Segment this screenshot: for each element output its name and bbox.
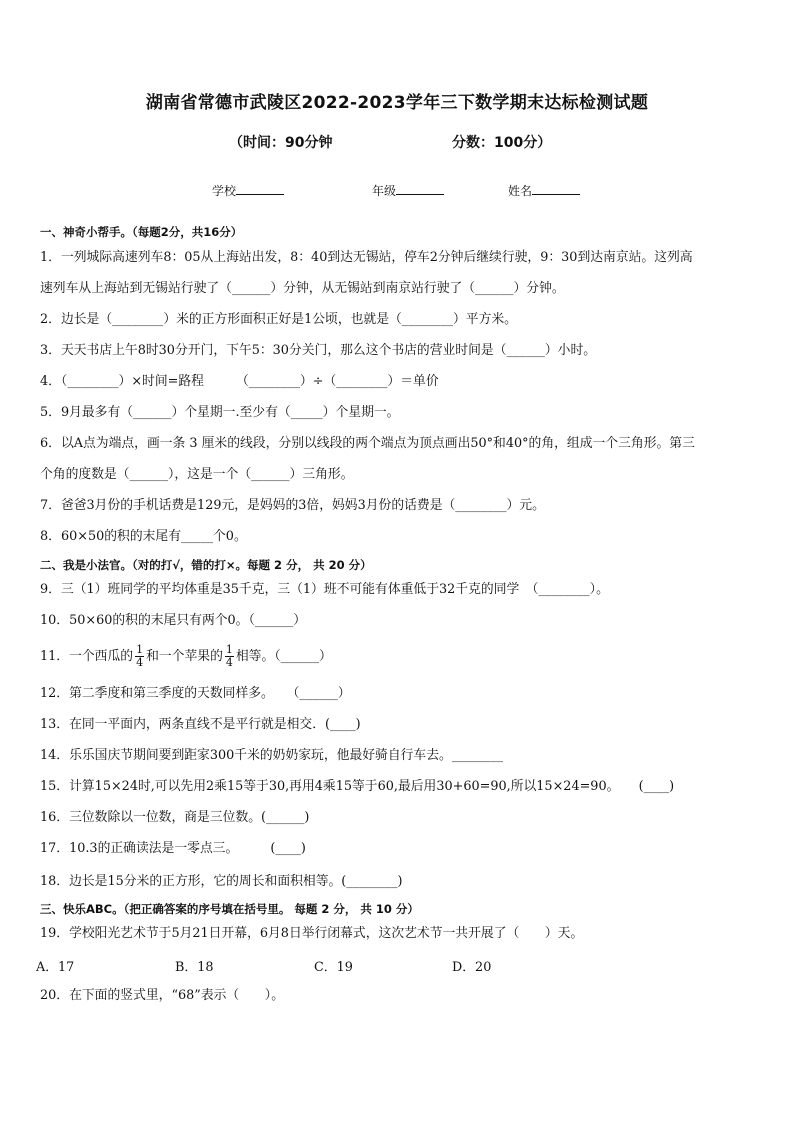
- question-19: 19．学校阳光艺术节于5月21日开幕，6月8日举行闭幕式，这次艺术节一共开展了（ ）天。: [40, 926, 584, 941]
- section-1-heading: 一、神奇小帮手。（每题2分，共16分）: [40, 225, 243, 239]
- name-blank[interactable]: [532, 182, 580, 195]
- grade-blank[interactable]: [396, 182, 444, 195]
- question-6-line-2: 个角的度数是（______），这是一个（______）三角形。: [40, 467, 354, 482]
- fraction-numerator: 1: [225, 643, 233, 656]
- question-7: 7．爸爸3月份的手机话费是129元，是妈妈的3倍，妈妈3月份的话费是（________）元。: [40, 498, 545, 513]
- question-20: 20．在下面的竖式里，“68”表示（ ）。: [40, 988, 285, 1003]
- name-field: [508, 182, 580, 199]
- question-19-choice-c: C．19: [314, 960, 353, 975]
- school-label: 学校: [212, 184, 237, 198]
- question-1-line-1: 1．一列城际高速列车8：05从上海站出发，8：40到达无锡站，停车2分钟后继续行驶，9：30到达南京站。这列高: [40, 250, 693, 265]
- question-11: [40, 641, 760, 672]
- page-title: 湖南省常德市武陵区2022-2023学年三下数学期末达标检测试题: [145, 93, 649, 113]
- question-12: 12．第二季度和第三季度的天数同样多。 （______）: [40, 686, 351, 701]
- grade-field: [372, 182, 444, 199]
- question-6-line-1: 6．以A点为端点，画一条 3 厘米的线段，分别以线段的两个端点为顶点画出50°和40°的角，组成一个三角形。第三: [40, 436, 695, 451]
- question-1-line-2: 速列车从上海站到无锡站行驶了（______）分钟，从无锡站到南京站行驶了（______）分钟。: [40, 281, 565, 296]
- question-13: 13．在同一平面内，两条直线不是平行就是相交．(____): [40, 717, 361, 732]
- question-17: 17．10.3的正确读法是一零点三。 (____): [40, 841, 306, 856]
- section-2-heading: 二、我是小法官。（对的打√，错的打×。每题 2 分， 共 20 分）: [40, 558, 372, 572]
- question-19-choice-a: A．17: [36, 960, 75, 975]
- question-16: 16．三位数除以一位数，商是三位数。(______): [40, 810, 310, 825]
- question-11-part-c: 相等。（______）: [235, 649, 332, 664]
- exam-score: 分数：100分）: [452, 135, 552, 151]
- question-11-part-b: 和一个苹果的: [146, 649, 223, 664]
- question-8: 8．60×50的积的末尾有_____个0。: [40, 529, 247, 544]
- fraction-one-quarter-a: [135, 644, 144, 669]
- question-2: 2．边长是（________）米的正方形面积正好是1公顷，也就是（________）平方米。: [40, 312, 517, 327]
- school-blank[interactable]: [236, 182, 284, 195]
- question-15: 15．计算15×24时,可以先用2乘15等于30,再用4乘15等于60,最后用30+60=90,所以15×24=90。 (____): [40, 779, 675, 794]
- exam-time: （时间：90分钟: [229, 135, 333, 151]
- question-19-choice-b: B．18: [175, 960, 214, 975]
- question-5: 5．9月最多有（______）个星期一.至少有（_____）个星期一。: [40, 405, 400, 420]
- name-label: 姓名: [508, 184, 533, 198]
- question-14: 14．乐乐国庆节期间要到距家300千米的奶奶家玩，他最好骑自行车去。________: [40, 748, 504, 763]
- fraction-denominator: 4: [225, 656, 233, 669]
- fraction-numerator: 1: [136, 643, 144, 656]
- section-3-heading: 三、快乐ABC。（把正确答案的序号填在括号里。 每题 2 分， 共 10 分）: [40, 902, 419, 916]
- school-field: [212, 182, 284, 199]
- question-10: 10．50×60的积的末尾只有两个0。（______）: [40, 613, 307, 628]
- question-3: 3．天天书店上午8时30分开门，下午5：30分关门，那么这个书店的营业时间是（______）小时。: [40, 343, 597, 358]
- question-4: 4．（________）×时间=路程 （________）÷（________）＝单价: [40, 374, 439, 389]
- question-9: 9．三（1）班同学的平均体重是35千克，三（1）班不可能有体重低于32千克的同学 （________）。: [40, 582, 609, 597]
- question-11-part-a: 11．一个西瓜的: [40, 649, 134, 664]
- grade-label: 年级: [372, 184, 397, 198]
- fraction-one-quarter-b: [225, 644, 234, 669]
- fraction-denominator: 4: [136, 656, 144, 669]
- question-18: 18．边长是15分米的正方形，它的周长和面积相等。(________): [40, 874, 403, 889]
- question-19-choice-d: D．20: [452, 960, 492, 975]
